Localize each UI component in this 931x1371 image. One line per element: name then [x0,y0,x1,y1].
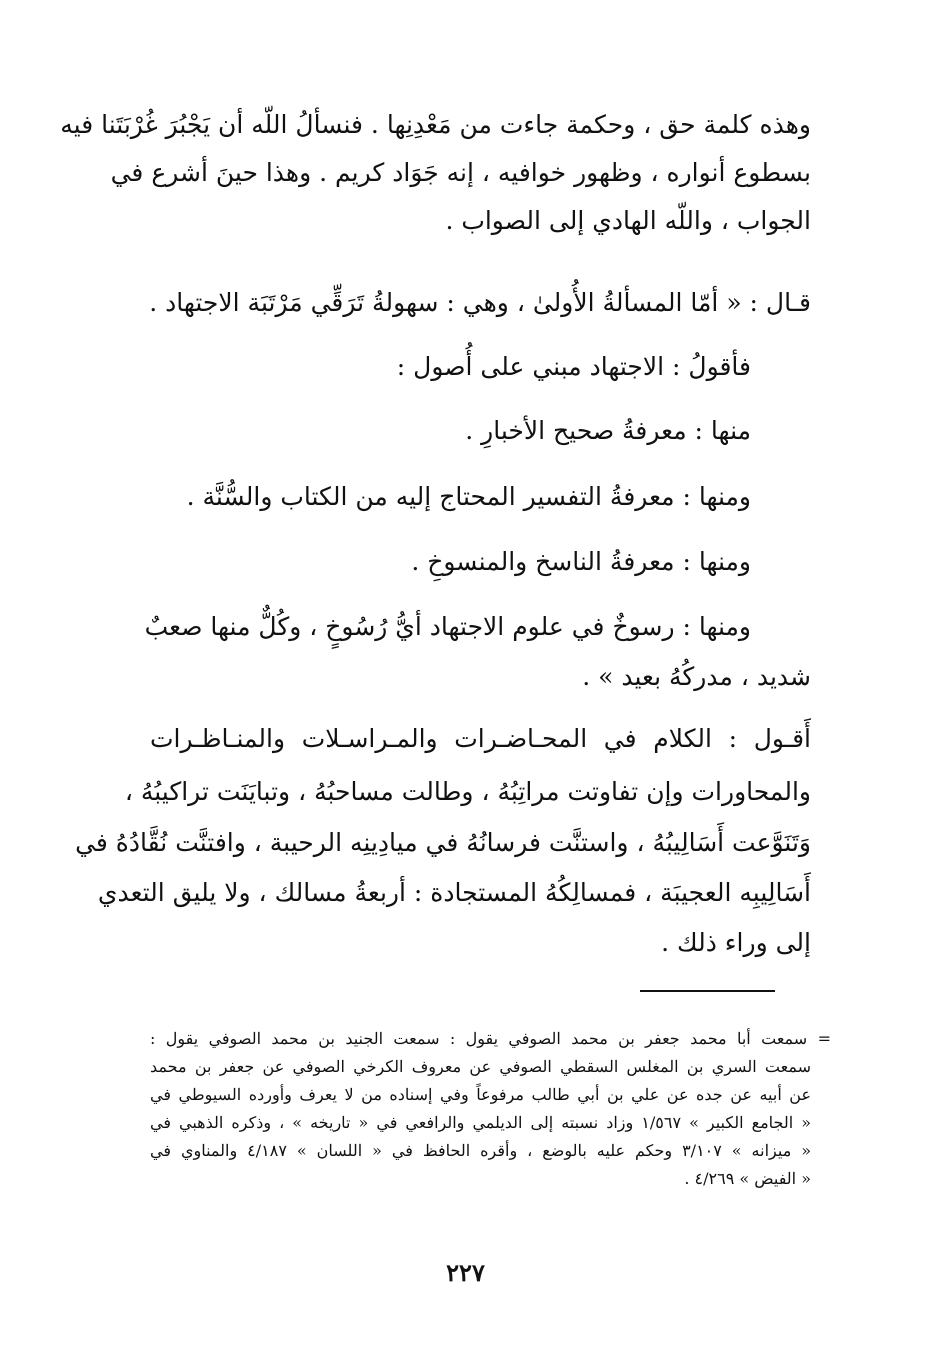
body-line-4: قـال : « أمّا المسألةُ الأُولىٰ ، وهي : سهولةُ تَرَقِّي مَرْتَبَة الاجتهاد . [149,288,811,317]
body-line-15: إلى وراء ذلك . [661,928,811,957]
body-line-10: شديد ، مدركُهُ بعيد » . [582,662,811,691]
page-number: ٢٢٧ [446,1258,485,1287]
footnote-line-2: سمعت السري بن المغلس السقطي الصوفي عن معروف الكرخي الصوفي عن جعفر بن محمد [150,1057,812,1076]
footnote-separator [640,990,775,992]
body-line-11: أَقـول : الكلام في المحـاضـرات والمـراسـلات والمنـاظـرات [150,724,811,753]
body-line-3: الجواب ، واللّه الهادي إلى الصواب . [445,206,811,235]
body-line-9: ومنها : رسوخٌ في علوم الاجتهاد أيُّ رُسُوخٍ ، وكُلٌّ منها صعبٌ [144,612,751,641]
footnote-line-4: « الجامع الكبير » ١/٥٦٧ وزاد نسبته إلى الديلمي والرافعي في « تاريخه » ، وذكره الذهبي في [150,1113,812,1132]
footnote-line-6: « الفيض » ٤/٢٦٩ . [684,1169,811,1188]
footnote-line-5: « ميزانه » ٣/١٠٧ وحكم عليه بالوضع ، وأقره الحافظ في « اللسان » ٤/١٨٧ والمناوي في [150,1141,812,1160]
body-line-12: والمحاورات وإن تفاوتت مراتِبُهُ ، وطالت مساحبُهُ ، وتبايَنَت تراكيبُهُ ، [124,777,811,806]
footnote-line-3: عن أبيه عن جده عن علي بن أبي طالب مرفوعاً وفي إسناده من لا يعرف وأورده السيوطي في [150,1085,811,1104]
body-line-6: منها : معرفةُ صحيح الأخبارِ . [465,416,751,445]
footnote-line-1: = سمعت أبا محمد جعفر بن محمد الصوفي يقول : سمعت الجنيد بن محمد الصوفي يقول : [150,1029,831,1048]
body-line-13: وَتَنَوَّعت أَسَالِيبُهُ ، واستنَّت فرسانُهُ في ميادِينِه الرحيبة ، وافتنَّت نُقَّادُهُ في [75,828,811,857]
body-line-8: ومنها : معرفةُ الناسخ والمنسوخِ . [411,547,751,576]
body-line-5: فأقولُ : الاجتهاد مبني على أُصول : [396,352,751,381]
body-line-2: بسطوع أنواره ، وظهور خوافيه ، إنه جَوَاد كريم . وهذا حينَ أشرع في [110,158,811,187]
body-line-1: وهذه كلمة حق ، وحكمة جاءت من مَعْدِنِها . فنسألُ اللّه أن يَجْبُرَ غُرْبَتَنا فيه [60,110,811,139]
body-line-7: ومنها : معرفةُ التفسير المحتاج إليه من الكتاب والسُّنَّة . [186,482,751,511]
body-line-14: أَسَالِيبِه العجيبَة ، فمسالِكُهُ المستجادة : أربعةُ مسالك ، ولا يليق التعدي [97,878,811,907]
